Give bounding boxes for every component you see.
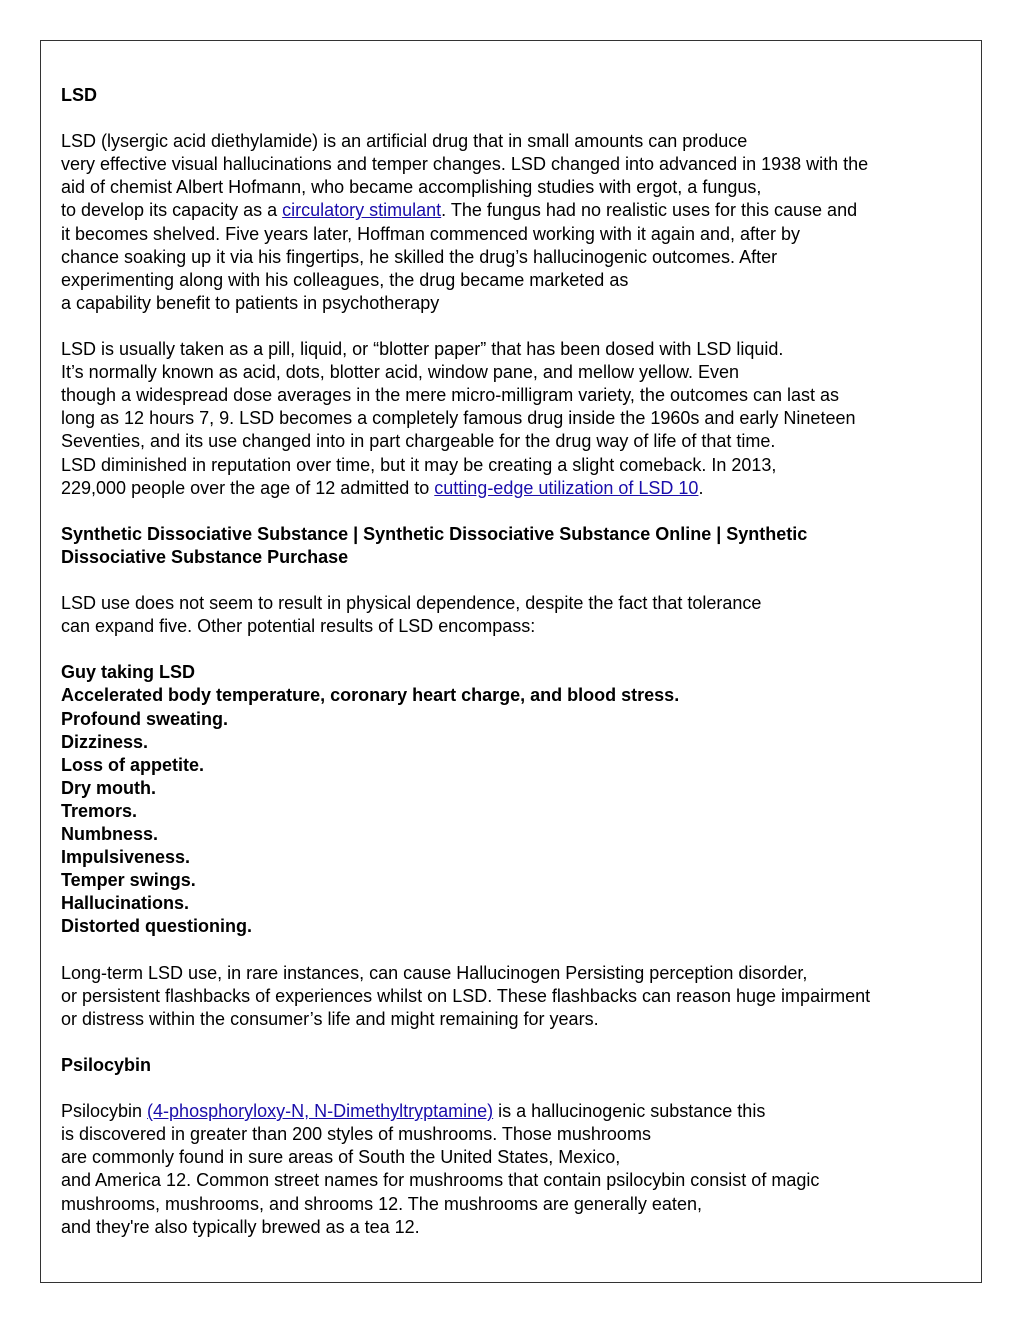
circulatory-stimulant-link[interactable]: circulatory stimulant — [282, 200, 442, 221]
text-line — [61, 477, 971, 500]
lsd-paragraph-1 — [61, 130, 971, 315]
text-line: aid of chemist Albert Hofmann, who became accomplishing studies with ergot, a fungus, — [61, 177, 762, 198]
lsd-paragraph-2 — [61, 338, 971, 500]
text-line: a capability benefit to patients in psychotherapy — [61, 292, 440, 313]
text-line: LSD (lysergic acid diethylamide) is an artificial drug that in small amounts can produce — [61, 131, 748, 152]
lsd-heading — [61, 84, 971, 107]
list-item: Accelerated body temperature, coronary heart charge, and blood stress. — [61, 685, 680, 706]
text-fragment: to develop its capacity as a — [61, 200, 283, 221]
paragraph-gap — [61, 500, 971, 523]
list-item: Numbness. — [61, 824, 159, 844]
text-line: and they're also typically brewed as a tea 12. — [61, 1216, 420, 1237]
synthetic-heading — [61, 523, 971, 569]
text-line: or persistent flashbacks of experiences whilst on LSD. These flashbacks can reason huge impairment — [61, 985, 871, 1006]
text-line: though a widespread dose averages in the mere micro-milligram variety, the outcomes can last as — [61, 385, 840, 406]
psilocybin-paragraph-1 — [61, 1100, 971, 1239]
text-line: are commonly found in sure areas of South the United States, Mexico, — [61, 1147, 621, 1168]
text-fragment: Psilocybin — [61, 1101, 148, 1122]
text-line: it becomes shelved. Five years later, Hoffman commenced working with it again and, after by — [61, 223, 801, 244]
text-line: LSD is usually taken as a pill, liquid, or “blotter paper” that has been dosed with LSD liquid. — [61, 339, 784, 360]
paragraph-gap — [61, 938, 971, 961]
text-fragment: is a hallucinogenic substance this — [493, 1101, 766, 1122]
list-item: Guy taking LSD — [61, 662, 196, 683]
paragraph-gap — [61, 638, 971, 661]
psilocybin-heading-text: Psilocybin — [61, 1054, 152, 1075]
text-line: very effective visual hallucinations and temper changes. LSD changed into advanced in 1938 with the — [61, 154, 869, 175]
text-line: Dissociative Substance Purchase — [61, 546, 349, 567]
list-item: Dizziness. — [61, 731, 149, 752]
text-line: LSD use does not seem to result in physical dependence, despite the fact that tolerance — [61, 593, 762, 614]
text-line: mushrooms, mushrooms, and shrooms 12. The mushrooms are generally eaten, — [61, 1193, 702, 1214]
text-line: Long-term LSD use, in rare instances, can cause Hallucinogen Persisting perception disorder, — [61, 962, 808, 983]
lsd-paragraph-3 — [61, 592, 971, 638]
paragraph-gap — [61, 569, 971, 592]
paragraph-gap — [61, 315, 971, 338]
lsd-utilization-link[interactable]: cutting-edge utilization of LSD 10 — [434, 477, 699, 498]
text-line: chance soaking up it via his fingertips, he skilled the drug’s hallucinogenic outcomes. After — [61, 246, 778, 267]
effects-list — [61, 661, 971, 938]
list-item: Loss of appetite. — [61, 754, 205, 775]
paragraph-gap — [61, 107, 971, 130]
paragraph-gap — [61, 1077, 971, 1100]
text-line: can expand five. Other potential results of LSD encompass: — [61, 616, 536, 637]
text-line: long as 12 hours 7, 9. LSD becomes a completely famous drug inside the 1960s and early Nineteen — [61, 408, 856, 429]
psilocybin-chemical-link[interactable]: (4-phosphoryloxy-N, N-Dimethyltryptamine) — [147, 1101, 494, 1122]
text-line: Seventies, and its use changed into in part chargeable for the drug way of life of that time. — [61, 431, 776, 452]
list-item: Distorted questioning. — [61, 916, 252, 937]
text-fragment: . — [698, 477, 704, 498]
text-line: It’s normally known as acid, dots, blotter acid, window pane, and mellow yellow. Even — [61, 362, 740, 383]
list-item: Impulsiveness. — [61, 847, 191, 868]
text-line: Synthetic Dissociative Substance | Synthetic Dissociative Substance Online | Synthetic — [61, 523, 808, 544]
lsd-heading-text: LSD — [61, 85, 97, 105]
document-page — [40, 40, 982, 1283]
text-line: LSD diminished in reputation over time, but it may be creating a slight comeback. In 2013, — [61, 454, 777, 475]
text-fragment: . The fungus had no realistic uses for this cause and — [441, 200, 858, 221]
list-item: Tremors. — [61, 800, 138, 821]
paragraph-gap — [61, 1031, 971, 1054]
list-item: Dry mouth. — [61, 777, 157, 798]
text-fragment: 229,000 people over the age of 12 admitted to — [61, 477, 435, 498]
text-line: or distress within the consumer’s life and might remaining for years. — [61, 1008, 599, 1029]
text-line: experimenting along with his colleagues, the drug became marketed as — [61, 269, 629, 290]
psilocybin-heading — [61, 1054, 971, 1077]
text-line: and America 12. Common street names for mushrooms that contain psilocybin consist of magic — [61, 1170, 820, 1191]
text-line — [61, 1100, 971, 1123]
list-item: Profound sweating. — [61, 708, 229, 729]
document-body — [61, 84, 971, 1239]
text-line — [61, 199, 971, 222]
list-item: Temper swings. — [61, 870, 196, 891]
lsd-paragraph-4 — [61, 962, 971, 1031]
text-line: is discovered in greater than 200 styles of mushrooms. Those mushrooms — [61, 1124, 651, 1145]
list-item: Hallucinations. — [61, 893, 190, 914]
